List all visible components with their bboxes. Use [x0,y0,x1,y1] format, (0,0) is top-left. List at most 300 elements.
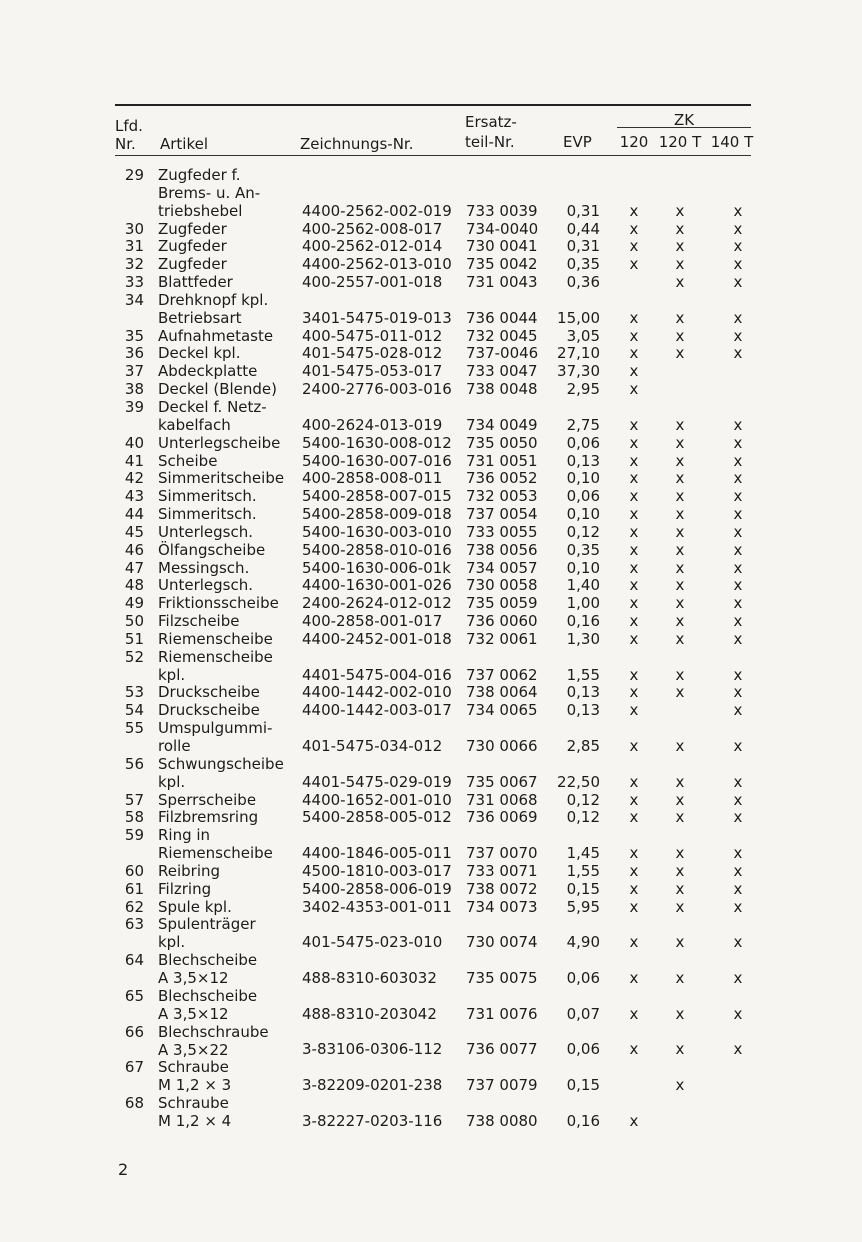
article-name [158,701,298,719]
zk-140t-mark: x [733,629,743,648]
zk-120t-mark: x [675,255,685,274]
article-name-line: A 3,5×22 [158,1040,229,1059]
row-number: 62 [124,897,144,916]
zk-120-mark: x [629,1040,639,1059]
article-name [158,862,298,880]
article-name-line: Riemenscheibe [158,629,273,648]
zk-120-mark: x [629,897,639,916]
drawing-number: 400-2858-008-011 [302,469,443,488]
spare-part-number: 730 0041 [466,237,538,256]
row-number: 32 [124,255,144,274]
zk-140t-mark: x [733,844,743,863]
drawing-number: 400-2858-001-017 [302,612,443,631]
drawing-number: 5400-1630-003-010 [302,522,452,541]
price-evp: 1,55 [566,861,600,880]
article-name [158,594,298,612]
spare-part-number: 736 0044 [466,308,538,327]
table-row [0,541,862,559]
article-name [158,327,298,345]
table-row [0,719,862,755]
zk-120-mark: x [629,861,639,880]
spare-part-number: 731 0076 [466,1004,538,1023]
price-evp: 15,00 [557,308,600,327]
row-number: 52 [124,647,144,666]
zk-120t-mark: x [675,844,685,863]
zk-120t-mark: x [675,665,685,684]
spare-part-number: 735 0059 [466,594,538,613]
drawing-number: 5400-2858-006-019 [302,879,452,898]
zk-120-mark: x [629,772,639,791]
spare-part-number: 730 0066 [466,737,538,756]
zk-140t-mark: x [733,505,743,524]
spare-part-number: 736 0052 [466,469,538,488]
article-name-line: Scheibe [158,451,218,470]
zk-120-mark: x [629,629,639,648]
table-row [0,648,862,684]
row-number: 47 [124,558,144,577]
article-name [158,630,298,648]
article-name-line: Zugfeder f. [158,166,241,184]
zk-120-mark: x [629,255,639,274]
article-name-line: Drehknopf kpl. [158,290,269,309]
article-name [158,1094,298,1130]
spare-part-number: 734 0065 [466,701,538,720]
row-number: 68 [124,1093,144,1112]
spare-part-number: 730 0074 [466,933,538,952]
spare-part-number: 738 0080 [466,1111,538,1130]
price-evp: 0,12 [566,790,600,809]
zk-120-mark: x [629,237,639,256]
table-row [0,452,862,470]
spare-part-number: 738 0048 [466,380,538,399]
price-evp: 0,10 [566,505,600,524]
article-name [158,434,298,452]
row-number: 35 [124,326,144,345]
article-name-line: Druckscheibe [158,683,260,702]
zk-140t-mark: x [733,897,743,916]
drawing-number: 401-5475-023-010 [302,933,443,952]
drawing-number: 488-8310-603032 [302,968,437,987]
table-row [0,630,862,648]
zk-120t-mark: x [675,1040,685,1059]
zk-120-mark: x [629,540,639,559]
price-evp: 0,13 [566,451,600,470]
article-name-line: Zugfeder [158,219,227,238]
article-name [158,487,298,505]
header-zk: ZK [673,111,695,129]
drawing-number: 5400-2858-005-012 [302,808,452,827]
drawing-number: 5400-1630-008-012 [302,433,452,452]
zk-120-mark: x [629,380,639,399]
drawing-number: 5400-1630-007-016 [302,451,452,470]
row-number: 51 [124,629,144,648]
zk-120-mark: x [629,1004,639,1023]
drawing-number: 2400-2776-003-016 [302,380,452,399]
price-evp: 0,06 [566,1040,600,1059]
article-name-line: Filzbremsring [158,808,259,827]
table-row [0,755,862,791]
row-number: 40 [124,433,144,452]
zk-140t-mark: x [733,968,743,987]
spare-part-number: 735 0050 [466,433,538,452]
zk-140t-mark: x [733,612,743,631]
price-evp: 1,30 [566,629,600,648]
zk-140t-mark: x [733,487,743,506]
price-evp: 1,40 [566,576,600,595]
table-row [0,362,862,380]
zk-120t-mark: x [675,308,685,327]
row-number: 50 [124,612,144,631]
article-name-line: Druckscheibe [158,701,260,720]
zk-140t-mark: x [733,219,743,238]
zk-120t-mark: x [675,594,685,613]
spare-part-number: 737 0054 [466,505,538,524]
spare-part-number: 733 0047 [466,362,538,381]
table-row [0,826,862,862]
article-name-line: Schraube [158,1093,229,1112]
zk-120t-mark: x [675,790,685,809]
zk-140t-mark: x [733,879,743,898]
table-row [0,487,862,505]
article-name-line: M 1,2 × 4 [158,1111,232,1130]
price-evp: 1,00 [566,594,600,613]
table-row [0,237,862,255]
spare-part-number: 738 0056 [466,540,538,559]
spare-part-number: 734 0073 [466,897,538,916]
zk-120t-mark: x [675,540,685,559]
zk-120t-mark: x [675,344,685,363]
zk-120t-mark: x [675,933,685,952]
header-zk-140t: 140 T [710,133,754,151]
zk-120-mark: x [629,558,639,577]
spare-part-number: 736 0077 [466,1040,538,1059]
row-number: 33 [124,273,144,292]
article-name-line: A 3,5×12 [158,1004,229,1023]
zk-120-mark: x [629,344,639,363]
zk-140t-mark: x [733,273,743,292]
article-name-line: Unterlegscheibe [158,433,281,452]
drawing-number: 401-5475-034-012 [302,737,443,756]
zk-140t-mark: x [733,861,743,880]
article-name-line: Brems- u. An- [158,184,261,202]
price-evp: 0,06 [566,433,600,452]
article-name [158,541,298,559]
article-name-line: Blechscheibe [158,986,258,1005]
spare-part-number: 732 0061 [466,629,538,648]
row-number: 46 [124,540,144,559]
price-evp: 0,06 [566,968,600,987]
zk-120t-mark: x [675,433,685,452]
table-row [0,594,862,612]
zk-140t-mark: x [733,558,743,577]
article-name-line: Simmeritsch. [158,505,257,524]
article-name [158,380,298,398]
row-number: 63 [124,915,144,934]
zk-140t-mark: x [733,469,743,488]
row-number: 61 [124,879,144,898]
zk-140t-mark: x [733,683,743,702]
price-evp: 1,55 [566,665,600,684]
price-evp: 0,12 [566,808,600,827]
article-name [158,523,298,541]
header-zeichnungs-nr: Zeichnungs-Nr. [300,135,414,153]
row-number: 45 [124,522,144,541]
table-row [0,505,862,523]
price-evp: 5,95 [566,897,600,916]
price-evp: 0,31 [566,237,600,256]
zk-140t-mark: x [733,540,743,559]
price-evp: 0,35 [566,255,600,274]
article-name [158,273,298,291]
price-evp: 0,13 [566,683,600,702]
drawing-number: 401-5475-028-012 [302,344,443,363]
row-number: 31 [124,237,144,256]
article-name [158,362,298,380]
zk-120t-mark: x [675,273,685,292]
zk-140t-mark: x [733,237,743,256]
zk-120-mark: x [629,790,639,809]
header-lfd-line1: Lfd. [115,117,143,135]
row-number: 67 [124,1058,144,1077]
drawing-number: 2400-2624-012-012 [302,594,452,613]
header-evp: EVP [563,133,592,151]
article-name [158,237,298,255]
zk-120t-mark: x [675,219,685,238]
drawing-number: 5400-2858-009-018 [302,505,452,524]
spare-part-number: 730 0058 [466,576,538,595]
article-name [158,291,298,327]
table-row [0,791,862,809]
price-evp: 22,50 [557,772,600,791]
spare-part-number: 735 0067 [466,772,538,791]
table-row [0,559,862,577]
zk-120t-mark: x [675,737,685,756]
zk-120-mark: x [629,505,639,524]
table-row [0,683,862,701]
zk-120-mark: x [629,737,639,756]
drawing-number: 4401-5475-004-016 [302,665,452,684]
article-name [158,683,298,701]
article-name-line: Spulenträger [158,915,256,934]
article-name-line: Friktionsscheibe [158,594,279,613]
spare-part-number: 734 0049 [466,415,538,434]
article-name-line: Ölfangscheibe [158,540,266,559]
drawing-number: 400-2562-012-014 [302,237,443,256]
article-name-line: Blechschraube [158,1022,269,1041]
price-evp: 2,75 [566,415,600,434]
table-row [0,291,862,327]
spare-part-number: 737 0079 [466,1076,538,1095]
spare-part-number: 737-0046 [466,344,539,363]
zk-120t-mark: x [675,897,685,916]
zk-120t-mark: x [675,861,685,880]
article-name [158,826,298,862]
zk-140t-mark: x [733,201,743,220]
zk-120t-mark: x [675,1076,685,1095]
table-row [0,880,862,898]
spare-part-number: 733 0039 [466,201,538,220]
article-name-line: Betriebsart [158,308,242,327]
zk-120-mark: x [629,219,639,238]
drawing-number: 400-2562-008-017 [302,219,443,238]
article-name-line: Aufnahmetaste [158,326,274,345]
drawing-number: 3-82227-0203-116 [302,1111,443,1130]
row-number: 56 [124,754,144,773]
price-evp: 0,44 [566,219,600,238]
page-number: 2 [118,1160,129,1179]
row-number: 64 [124,951,144,970]
zk-140t-mark: x [733,933,743,952]
zk-140t-mark: x [733,326,743,345]
article-name-line: Simmeritscheibe [158,469,285,488]
drawing-number: 4401-5475-029-019 [302,772,452,791]
spare-part-number: 738 0072 [466,879,538,898]
table-row [0,808,862,826]
drawing-number: 4400-1846-005-011 [302,844,452,863]
spare-part-number: 738 0064 [466,683,538,702]
drawing-number: 488-8310-203042 [302,1004,437,1023]
zk-120t-mark: x [675,505,685,524]
zk-120-mark: x [629,808,639,827]
table-row [0,434,862,452]
zk-120t-mark: x [675,612,685,631]
row-number: 44 [124,505,144,524]
article-name-line: A 3,5×12 [158,969,229,988]
article-name [158,576,298,594]
spare-part-number: 736 0060 [466,612,538,631]
drawing-number: 3401-5475-019-013 [302,308,452,327]
zk-120t-mark: x [675,487,685,506]
article-name [158,880,298,898]
article-name [158,612,298,630]
zk-120t-mark: x [675,772,685,791]
price-evp: 0,10 [566,469,600,488]
row-number: 41 [124,451,144,470]
spare-part-number: 731 0068 [466,790,538,809]
table-row [0,1023,862,1059]
article-name [158,469,298,487]
zk-120t-mark: x [675,879,685,898]
row-number: 42 [124,469,144,488]
drawing-number: 4400-2562-013-010 [302,255,452,274]
article-name [158,398,298,434]
article-name-line: Deckel kpl. [158,344,241,363]
row-number: 29 [124,166,144,184]
table-row [0,327,862,345]
zk-140t-mark: x [733,808,743,827]
header-artikel: Artikel [160,135,209,153]
zk-120-mark: x [629,933,639,952]
zk-120-mark: x [629,362,639,381]
zk-120t-mark: x [675,201,685,220]
header-zk-120t: 120 T [658,133,702,151]
drawing-number: 5400-2858-010-016 [302,540,452,559]
table-row [0,951,862,987]
zk-120t-mark: x [675,1004,685,1023]
price-evp: 0,15 [566,1076,600,1095]
article-name [158,344,298,362]
table-row [0,166,862,220]
price-evp: 0,36 [566,273,600,292]
zk-120-mark: x [629,451,639,470]
price-evp: 3,05 [566,326,600,345]
top-rule [115,104,751,106]
zk-120t-mark: x [675,558,685,577]
parts-table-body [0,166,862,1130]
zk-120t-mark: x [675,629,685,648]
row-number: 37 [124,362,144,381]
spare-part-number: 732 0053 [466,487,538,506]
row-number: 58 [124,808,144,827]
article-name-line: Deckel f. Netz- [158,397,267,416]
article-name-line: Unterlegsch. [158,576,254,595]
row-number: 36 [124,344,144,363]
zk-140t-mark: x [733,522,743,541]
row-number: 43 [124,487,144,506]
price-evp: 0,12 [566,522,600,541]
article-name [158,951,298,987]
article-name [158,808,298,826]
zk-120-mark: x [629,665,639,684]
zk-120-mark: x [629,879,639,898]
spare-part-number: 734 0057 [466,558,538,577]
header-ersatzteil-line1: Ersatz- [465,113,517,131]
price-evp: 4,90 [566,933,600,952]
table-row [0,576,862,594]
article-name-line: Unterlegsch. [158,522,254,541]
article-name-line: Reibring [158,861,221,880]
zk-120-mark: x [629,469,639,488]
price-evp: 0,31 [566,201,600,220]
spare-part-number: 735 0075 [466,968,538,987]
drawing-number: 4400-2562-002-019 [302,201,452,220]
row-number: 57 [124,790,144,809]
article-name-line: Sperrscheibe [158,790,257,809]
zk-120-mark: x [629,487,639,506]
article-name-line: kpl. [158,772,186,791]
article-name [158,166,298,220]
table-row [0,469,862,487]
zk-120t-mark: x [675,683,685,702]
zk-120-mark: x [629,308,639,327]
drawing-number: 3-83106-0306-112 [302,1040,443,1059]
spare-part-number: 733 0055 [466,522,538,541]
article-name-line: Blattfeder [158,273,233,292]
article-name-line: Schraube [158,1058,229,1077]
row-number: 65 [124,986,144,1005]
zk-120-mark: x [629,968,639,987]
article-name-line: Messingsch. [158,558,250,577]
zk-120t-mark: x [675,808,685,827]
zk-140t-mark: x [733,344,743,363]
drawing-number: 4400-1652-001-010 [302,790,452,809]
drawing-number: 400-2624-013-019 [302,415,443,434]
row-number: 54 [124,701,144,720]
spare-part-number: 732 0045 [466,326,538,345]
zk-120t-mark: x [675,469,685,488]
spare-part-number: 731 0043 [466,273,538,292]
article-name [158,452,298,470]
article-name [158,255,298,273]
drawing-number: 4400-2452-001-018 [302,629,452,648]
zk-120t-mark: x [675,415,685,434]
spare-part-number: 737 0070 [466,844,538,863]
table-row [0,612,862,630]
price-evp: 0,10 [566,558,600,577]
article-name-line: Riemenscheibe [158,647,273,666]
row-number: 30 [124,219,144,238]
article-name-line: Filzring [158,879,212,898]
